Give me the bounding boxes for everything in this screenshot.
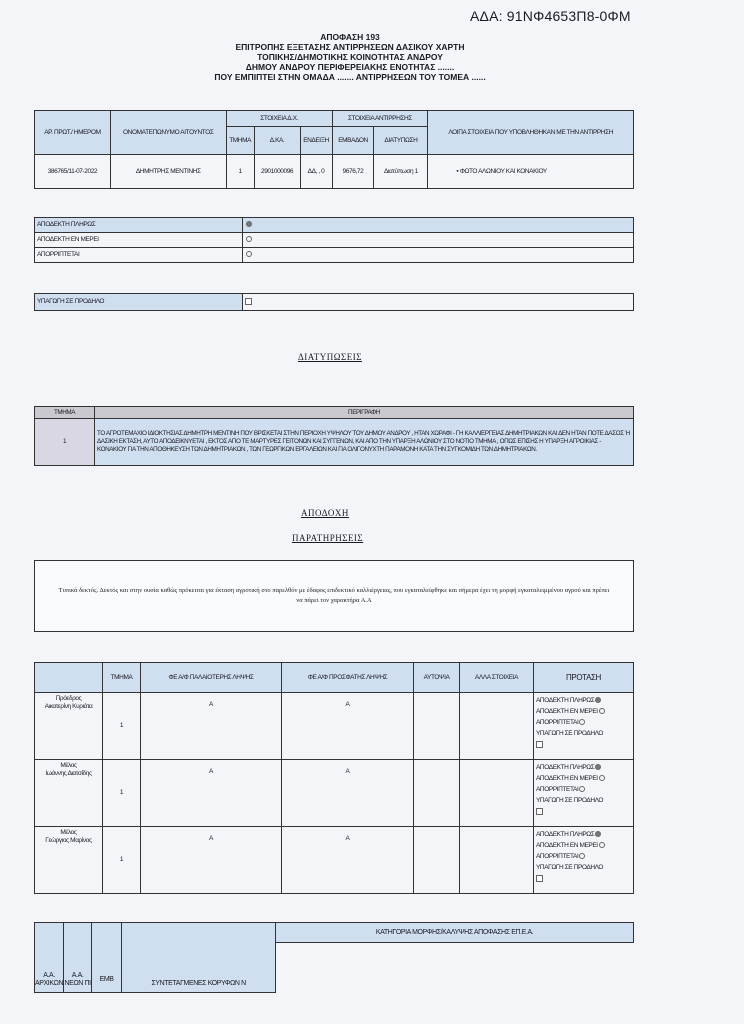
member-autopsy (414, 760, 460, 827)
header-dka: Δ.ΚΑ. (254, 127, 300, 155)
option-accepted-partial-label: ΑΠΟΔΕΚΤΗ ΕΝ ΜΕΡΕΙ (35, 233, 243, 248)
remarks-box (34, 560, 634, 632)
proposal-partial-label: ΑΠΟΔΕΚΤΗ ΕΝ ΜΕΡΕΙ (536, 708, 598, 715)
header-aa-initial: Α.Α. ΑΡΧΙΚΩΝ (35, 923, 64, 993)
proposal-submission-checkbox[interactable] (536, 875, 543, 882)
header-tmima: ΤΜΗΜΑ (226, 127, 254, 155)
member-autopsy (414, 827, 460, 894)
accepted-full-radio[interactable] (246, 221, 252, 227)
header-applicant-name: ΟΝΟΜΑΤΕΠΩΝΥΜΟ ΑΙΤΟΥΝΤΟΣ (110, 111, 226, 155)
member-old-photo: Α (141, 827, 282, 894)
description-table (34, 406, 634, 466)
header-emb: ΕΜΒ (92, 923, 122, 993)
proposal-rejected-radio[interactable] (579, 719, 585, 725)
submission-checkbox[interactable] (245, 298, 252, 305)
proposal-rejected-radio[interactable] (579, 853, 585, 859)
option-accepted-partial-cell (243, 233, 634, 248)
objection-table (34, 110, 634, 189)
member-cell (35, 693, 103, 760)
proposal-full-label: ΑΠΟΔΕΚΤΗ ΠΛΗΡΩΣ (536, 764, 595, 771)
member-cell (35, 827, 103, 894)
diatyposeis-title: ΔΙΑΤΥΠΩΣΕΙΣ (298, 352, 362, 362)
cell-applicant-name: ΔΗΜΗΤΡΗΣ ΜΕΝΤΙΝΗΣ (110, 155, 226, 189)
proposal-rejected-radio[interactable] (579, 786, 585, 792)
proposal-partial-label: ΑΠΟΔΕΚΤΗ ΕΝ ΜΕΡΕΙ (536, 842, 598, 849)
proposal-submission-label: ΥΠΑΓΩΓΗ ΣΕ ΠΡΟΔΗΛΟ (536, 730, 604, 737)
header-coordinates: ΣΥΝΤΕΤΑΓΜΕΝΕΣ ΚΟΡΥΦΩΝ Ν (122, 923, 276, 993)
category-table (34, 922, 634, 993)
proposal-partial-radio[interactable] (599, 708, 605, 714)
decision-heading (140, 32, 560, 82)
ada-code: ΑΔΑ: 91ΝΦ4653Π8-0ΦΜ (470, 8, 631, 24)
cell-protocol: 386765/11-07-2022 (35, 155, 111, 189)
heading-line-1: ΑΠΟΦΑΣΗ 193 (320, 32, 380, 42)
member-new-photo: Α (282, 827, 414, 894)
proposal-full-radio[interactable] (595, 764, 601, 770)
member-other-evidence (460, 760, 534, 827)
member-other-evidence (460, 693, 534, 760)
cell-endeixi: ΔΔ, , 0 (300, 155, 332, 189)
header-aa-new: Α.Α. ΝΕΩΝ ΠΙ (64, 923, 92, 993)
decision-options (34, 217, 634, 263)
table-row (35, 827, 634, 894)
member-role: Μέλος (60, 762, 77, 769)
proposal-partial-radio[interactable] (599, 775, 605, 781)
option-rejected-cell (243, 248, 634, 263)
table-row (35, 155, 634, 189)
header-old-photo: ΦΕ Α/Φ ΠΑΛΑΙΟΤΕΡΗΣ ΛΗΨΗΣ (141, 663, 282, 693)
submission-option (34, 293, 634, 311)
cell-dka: 2901000096 (254, 155, 300, 189)
acceptance-title: ΑΠΟΔΟΧΗ (301, 508, 349, 518)
table-row (35, 419, 634, 466)
category-blank (276, 943, 634, 993)
header-protocol: ΑΡ. ΠΡΩΤ./ ΗΜΕΡΟΜ (35, 111, 111, 155)
header-autopsy: ΑΥΤΟΨΙΑ (414, 663, 460, 693)
proposal-full-label: ΑΠΟΔΕΚΤΗ ΠΛΗΡΩΣ (536, 697, 595, 704)
remarks-title: ΠΑΡΑΤΗΡΗΣΕΙΣ (292, 533, 364, 543)
member-proposal (534, 827, 634, 894)
member-tmima: 1 (103, 760, 141, 827)
option-accepted-full-label: ΑΠΟΔΕΚΤΗ ΠΛΗΡΩΣ (35, 218, 243, 233)
table-row (35, 760, 634, 827)
header-desc-perigrafi: ΠΕΡΙΓΡΑΦΗ (95, 407, 634, 419)
header-new-photo: ΦΕ Α/Φ ΠΡΟΣΦΑΤΗΣ ΛΗΨΗΣ (282, 663, 414, 693)
committee-vote-table (34, 662, 634, 894)
proposal-rejected-label: ΑΠΟΡΡΙΠΤΕΤΑΙ (536, 853, 579, 860)
proposal-full-label: ΑΠΟΔΕΚΤΗ ΠΛΗΡΩΣ (536, 831, 595, 838)
header-vote-tmima: ΤΜΗΜΑ (103, 663, 141, 693)
option-rejected-label: ΑΠΟΡΡΙΠΤΕΤΑΙ (35, 248, 243, 263)
header-embado: ΕΜΒΑΔΟΝ (332, 127, 374, 155)
cell-tmima: 1 (226, 155, 254, 189)
cell-embado: 9676,72 (332, 155, 374, 189)
header-proposal: ΠΡΟΤΑΣΗ (534, 663, 634, 693)
header-diatyposi: ΔΙΑΤΥΠΩΣΗ (374, 127, 428, 155)
table-row (35, 693, 634, 760)
submission-cell (243, 294, 634, 311)
proposal-partial-label: ΑΠΟΔΕΚΤΗ ΕΝ ΜΕΡΕΙ (536, 775, 598, 782)
proposal-partial-radio[interactable] (599, 842, 605, 848)
header-objection-data: ΣΤΟΙΧΕΙΑ ΑΝΤΙΡΡΗΣΗΣ (332, 111, 428, 127)
proposal-submission-checkbox[interactable] (536, 741, 543, 748)
accepted-partial-radio[interactable] (246, 236, 252, 242)
cell-desc-tmima: 1 (35, 419, 95, 466)
other-data-text: ΦΩΤΟ ΑΛΩΝΙΟΥ ΚΑΙ ΚΟΝΑΚΙΟΥ (459, 167, 547, 175)
member-new-photo: Α (282, 760, 414, 827)
member-old-photo: Α (141, 760, 282, 827)
header-endeixi: ΕΝΔΕΙΞΗ (300, 127, 332, 155)
proposal-rejected-label: ΑΠΟΡΡΙΠΤΕΤΑΙ (536, 719, 579, 726)
member-name: Αικατερίνη Κυριάτα (44, 703, 93, 710)
heading-line-4: ΔΗΜΟΥ ΑΝΔΡΟΥ ΠΕΡΙΦΕΡΕΙΑΚΗΣ ΕΝΟΤΗΤΑΣ ....... (245, 62, 455, 72)
rejected-radio[interactable] (246, 251, 252, 257)
option-accepted-full-cell (243, 218, 634, 233)
member-proposal (534, 760, 634, 827)
header-member (35, 663, 103, 693)
member-name: Γεώργιος Μαρίνος (45, 837, 92, 844)
member-tmima: 1 (103, 827, 141, 894)
proposal-full-radio[interactable] (595, 697, 601, 703)
header-category: ΚΑΤΗΓΟΡΙΑ ΜΟΡΦΗΣ/ΚΑΛΥΨΗΣ ΑΠΟΦΑΣΗΣ ΕΠ.Ε.Α. (276, 923, 634, 943)
member-other-evidence (460, 827, 534, 894)
bullet-icon: ▪ (456, 167, 460, 175)
header-other-evidence: ΑΛΛΑ ΣΤΟΙΧΕΙΑ (460, 663, 534, 693)
member-autopsy (414, 693, 460, 760)
member-tmima: 1 (103, 693, 141, 760)
remarks-text: Τυπικά δεκτός. Δεκτός και στην ουσία καθώς πρόκειται για έκταση αγροτική στο παρελθόν με έδαφος επιδεκτικό καλλιέργειας, που εγκαταλείφθηκε και σήμερα έχει τη μορφή εγκαταλειμμένου αγρού και πρέπει να πάρει τον χαρακτήρα Α.Α (58, 587, 610, 604)
proposal-rejected-label: ΑΠΟΡΡΙΠΤΕΤΑΙ (536, 786, 579, 793)
submission-label: ΥΠΑΓΩΓΗ ΣΕ ΠΡΟΔΗΛΟ (35, 294, 243, 311)
member-role: Πρόεδρος (55, 695, 82, 702)
proposal-submission-label: ΥΠΑΓΩΓΗ ΣΕ ΠΡΟΔΗΛΟ (536, 797, 604, 804)
heading-line-2: ΕΠΙΤΡΟΠΗΣ ΕΞΕΤΑΣΗΣ ΑΝΤΙΡΡΗΣΕΩΝ ΔΑΣΙΚΟΥ ΧΑΡΤΗ (235, 42, 465, 52)
proposal-submission-label: ΥΠΑΓΩΓΗ ΣΕ ΠΡΟΔΗΛΟ (536, 864, 604, 871)
proposal-full-radio[interactable] (595, 831, 601, 837)
member-new-photo: Α (282, 693, 414, 760)
member-name: Ιωάννης Διατσίδης (45, 770, 92, 777)
cell-other-data (428, 155, 634, 189)
member-cell (35, 760, 103, 827)
header-dx-data: ΣΤΟΙΧΕΙΑ Δ.Χ. (226, 111, 332, 127)
member-proposal (534, 693, 634, 760)
header-other-data: ΛΟΙΠΑ ΣΤΟΙΧΕΙΑ ΠΟΥ ΥΠΟΒΛΗΘΗΚΑΝ ΜΕ ΤΗΝ ΑΝΤΙΡΡΗΣΗ (428, 111, 634, 155)
cell-diatyposi: Διατύπωση 1 (374, 155, 428, 189)
cell-desc-perigrafi: ΤΟ ΑΓΡΟΤΕΜΑΧΙΟ ΙΔΙΟΚΤΗΣΙΑΣ ΔΗΜΗΤΡΗ ΜΕΝΤΙΝΗ ΠΟΥ ΒΡΙΣΚΕΤΑΙ ΣΤΗΝ ΠΕΡΙΟΧΗ ΥΨΗΛΟΥ ΤΟΥ ΔΗΜΟΥ ΑΝΔΡΟΥ , ΗΤΑΝ ΧΩΡΑΦΙ - ΓΗ ΚΑΛΛΙΕΡΓΕΙΑΣ ΔΗΜΗΤΡΙΑΚΩΝ ΚΑΙ ΔΕΝ ΗΤΑΝ ΠΟΤΕ ΔΑΣΟΣ Ή ΔΑΣΙΚΗ ΕΚΤΑΣΗ, ΑΥΤΟ ΑΠΟΔΕΙΚΝΥΕΤΑΙ , ΕΚΤΟΣ ΑΠΟ ΤΕ ΜΑΡΤΥΡΕΣ ΓΕΙΤΟΝΩΝ ΚΑΙ ΣΥΓΓΕΝΩΝ, ΚΑΙ ΑΠΟ ΤΗΝ ΥΠΑΡΞΗ ΑΛΩΝΙΟΥ ΣΤΟ ΝΟΤΙΟ ΤΜΗΜΑ , ΟΠΩΣ ΕΠΙΣΗΣ Η ΥΠΑΡΞΗ ΑΓΡΟΙΚΙΑΣ - ΚΟΝΑΚΙΟΥ ΓΙΑ ΤΗΝ ΑΠΟΘΗΚΕΥΣΗ ΤΩΝ ΔΗΜΗΤΡΙΑΚΩΝ , ΤΩΝ ΓΕΩΡΓΙΚΩΝ ΕΡΓΑΛΕΙΩΝ ΚΑΙ ΓΙΑ ΟΛΙΓΟΝΥΧΤΗ ΠΑΡΑΜΟΝΗ ΚΑΤΑ ΤΗΝ ΣΥΓΚΟΜΙΔΗ ΤΩΝ ΔΗΜΗΤΡΙΑΚΩΝ. (95, 419, 634, 466)
member-old-photo: Α (141, 693, 282, 760)
header-desc-tmima: ΤΜΗΜΑ (35, 407, 95, 419)
member-role: Μέλος (60, 829, 77, 836)
heading-line-5: ΠΟΥ ΕΜΠΙΠΤΕΙ ΣΤΗΝ ΟΜΑΔΑ ....... ΑΝΤΙΡΡΗΣΕΩΝ ΤΟΥ ΤΟΜΕΑ ...... (214, 72, 486, 82)
heading-line-3: ΤΟΠΙΚΗΣ/ΔΗΜΟΤΙΚΗΣ ΚΟΙΝΟΤΗΤΑΣ ΑΝΔΡΟΥ (257, 52, 443, 62)
proposal-submission-checkbox[interactable] (536, 808, 543, 815)
